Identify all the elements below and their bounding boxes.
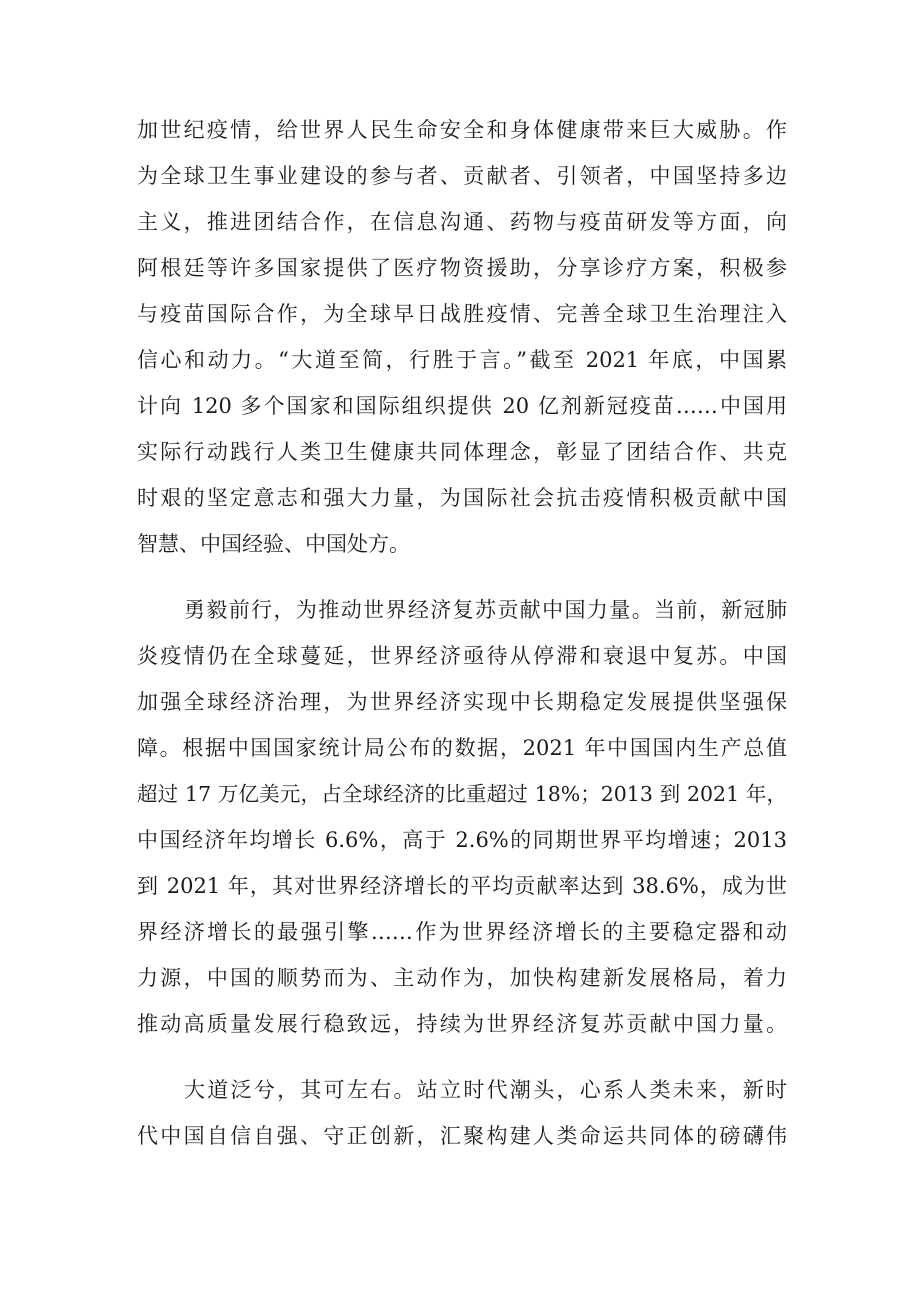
text-line: 信心和动力。“大道至简，行胜于言。”截至 2021 年底，中国累: [137, 348, 787, 372]
text-line: 主义，推进团结合作，在信息沟通、药物与疫苗研发等方面，向: [137, 210, 787, 234]
text-line: 超过 17 万亿美元，占全球经济的比重超过 18%；2013 到 2021 年，: [137, 782, 787, 806]
text-line: 炎疫情仍在全球蔓延，世界经济亟待从停滞和衰退中复苏。中国: [137, 644, 787, 668]
text-line: 障。根据中国国家统计局公布的数据，2021 年中国国内生产总值: [137, 736, 787, 760]
text-line: 推动高质量发展行稳致远，持续为世界经济复苏贡献中国力量。: [137, 1012, 787, 1036]
text-line: 中国经济年均增长 6.6%，高于 2.6%的同期世界平均增速；2013: [137, 828, 787, 852]
text-line: 力源，中国的顺势而为、主动作为，加快构建新发展格局，着力: [137, 966, 787, 990]
text-line: 大道泛兮，其可左右。站立时代潮头，心系人类未来，新时: [184, 1078, 787, 1102]
text-line: 界经济增长的最强引擎……作为世界经济增长的主要稳定器和动: [137, 920, 787, 944]
text-line: 实际行动践行人类卫生健康共同体理念，彰显了团结合作、共克: [137, 440, 787, 464]
text-line: 到 2021 年，其对世界经济增长的平均贡献率达到 38.6%，成为世: [137, 874, 787, 898]
text-line: 智慧、中国经验、中国处方。: [137, 532, 410, 556]
text-line: 计向 120 多个国家和国际组织提供 20 亿剂新冠疫苗……中国用: [137, 394, 787, 418]
text-line: 为全球卫生事业建设的参与者、贡献者、引领者，中国坚持多边: [137, 164, 787, 188]
text-line: 阿根廷等许多国家提供了医疗物资援助，分享诊疗方案，积极参: [137, 256, 787, 280]
text-line: 勇毅前行，为推动世界经济复苏贡献中国力量。当前，新冠肺: [184, 598, 787, 622]
text-line: 时艰的坚定意志和强大力量，为国际社会抗击疫情积极贡献中国: [137, 486, 787, 510]
text-line: 加强全球经济治理，为世界经济实现中长期稳定发展提供坚强保: [137, 690, 787, 714]
text-line: 加世纪疫情，给世界人民生命安全和身体健康带来巨大威胁。作: [137, 118, 787, 142]
text-line: 与疫苗国际合作，为全球早日战胜疫情、完善全球卫生治理注入: [137, 302, 787, 326]
text-line: 代中国自信自强、守正创新，汇聚构建人类命运共同体的磅礴伟: [137, 1124, 787, 1148]
